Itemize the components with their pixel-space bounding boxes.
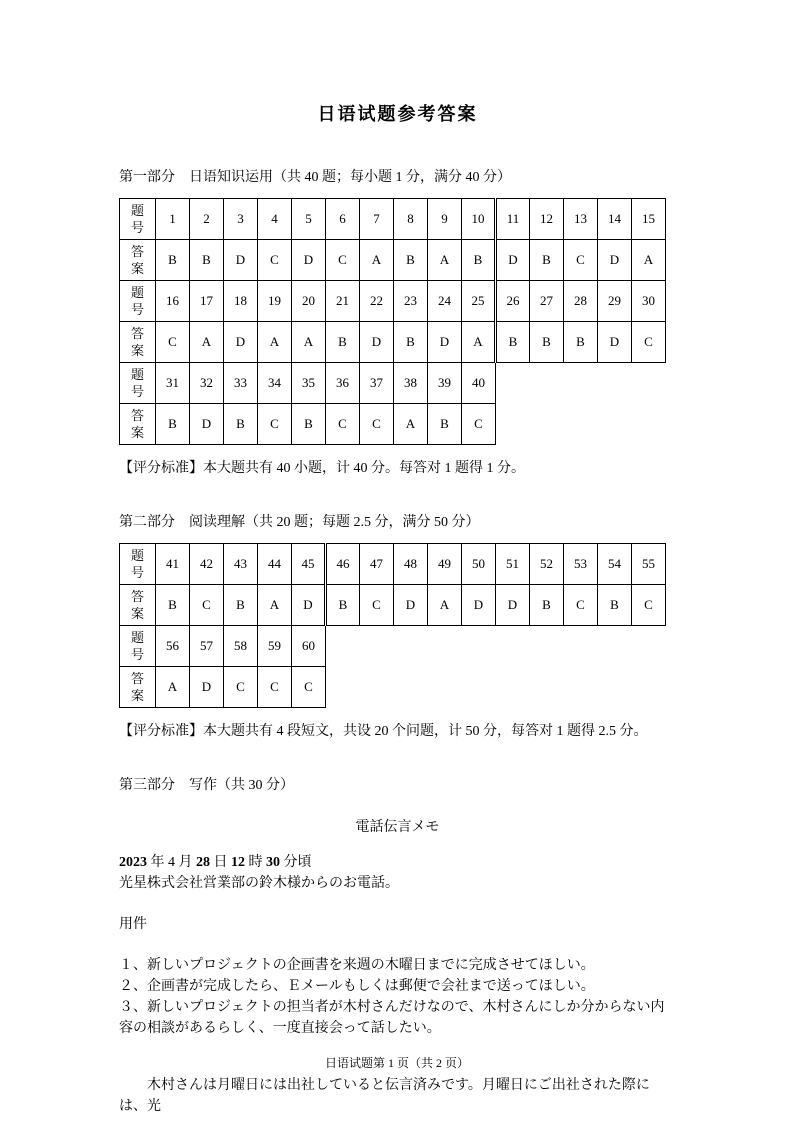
question-number-cell: 22 bbox=[360, 281, 394, 322]
question-number-cell: 18 bbox=[224, 281, 258, 322]
answer-row-label: 答案 bbox=[120, 585, 156, 626]
answer-cell: B bbox=[224, 404, 258, 445]
answer-cell: B bbox=[292, 404, 326, 445]
question-number-cell: 51 bbox=[496, 544, 530, 585]
page-footer: 日语试题第 1 页（共 2 页） bbox=[324, 1056, 469, 1070]
question-number-cell: 34 bbox=[258, 363, 292, 404]
answer-cell: C bbox=[224, 667, 258, 708]
answer-cell: A bbox=[428, 240, 462, 281]
answer-cell: C bbox=[292, 667, 326, 708]
question-number-cell: 48 bbox=[394, 544, 428, 585]
question-number-cell: 37 bbox=[360, 363, 394, 404]
question-number-cell: 49 bbox=[428, 544, 462, 585]
answer-cell: B bbox=[462, 240, 496, 281]
memo-item-2: ２、企画書が完成したら、Ｅメールもしくは郵便で会社まで送ってほしい。 bbox=[119, 979, 595, 994]
question-number-cell: 6 bbox=[326, 199, 360, 240]
answer-cell: C bbox=[326, 404, 360, 445]
question-number-cell: 50 bbox=[462, 544, 496, 585]
question-number-cell: 23 bbox=[394, 281, 428, 322]
answer-cell: D bbox=[394, 585, 428, 626]
question-number-cell: 35 bbox=[292, 363, 326, 404]
question-number-cell: 1 bbox=[156, 199, 190, 240]
question-number-cell: 45 bbox=[292, 544, 326, 585]
text-segment: 2023 bbox=[119, 855, 147, 870]
answer-cell: C bbox=[564, 240, 598, 281]
text-segment: 28 bbox=[196, 855, 210, 870]
answer-cell: B bbox=[496, 322, 530, 363]
question-number-cell: 20 bbox=[292, 281, 326, 322]
answer-cell: B bbox=[530, 585, 564, 626]
answer-cell: A bbox=[428, 585, 462, 626]
answer-cell: A bbox=[394, 404, 428, 445]
question-number-cell: 16 bbox=[156, 281, 190, 322]
question-number-cell: 17 bbox=[190, 281, 224, 322]
answer-cell: B bbox=[530, 322, 564, 363]
answer-cell: B bbox=[156, 585, 190, 626]
memo-item-3: ３、新しいプロジェクトの担当者が木村さんだけなので、木村さんにしか分からない内容の相談があるらしく、一度直接会って話したい。 bbox=[119, 1000, 665, 1036]
question-row-label: 题号 bbox=[120, 281, 156, 322]
question-number-cell: 13 bbox=[564, 199, 598, 240]
memo-caller: 光星株式会社営業部の鈴木様からのお電話。 bbox=[119, 876, 399, 891]
answer-cell: C bbox=[632, 322, 666, 363]
answer-row-label: 答案 bbox=[120, 322, 156, 363]
question-number-row bbox=[120, 199, 666, 240]
question-number-cell: 55 bbox=[632, 544, 666, 585]
memo-closing-paragraph: 木村さんは月曜日には出社していると伝言済みです。月曜日にご出社された際には、光 bbox=[119, 1078, 650, 1114]
answer-row bbox=[120, 667, 666, 708]
answer-cell: D bbox=[598, 322, 632, 363]
question-number-cell: 44 bbox=[258, 544, 292, 585]
question-number-cell: 10 bbox=[462, 199, 496, 240]
question-number-row bbox=[120, 626, 666, 667]
answer-row-label: 答案 bbox=[120, 404, 156, 445]
answer-row bbox=[120, 322, 666, 363]
answer-cell: C bbox=[360, 404, 394, 445]
answer-cell: B bbox=[394, 240, 428, 281]
answer-cell: C bbox=[462, 404, 496, 445]
text-segment: 年 4 月 bbox=[147, 855, 196, 870]
question-number-cell: 53 bbox=[564, 544, 598, 585]
answer-cell: D bbox=[462, 585, 496, 626]
question-number-cell: 59 bbox=[258, 626, 292, 667]
question-row-label: 题号 bbox=[120, 626, 156, 667]
answer-cell: D bbox=[224, 240, 258, 281]
memo-title: 電話伝言メモ bbox=[355, 820, 440, 835]
question-row-label: 题号 bbox=[120, 363, 156, 404]
question-number-cell: 27 bbox=[530, 281, 564, 322]
section2-grading-note: 【评分标准】本大题共有 4 段短文，共设 20 个问题，计 50 分，每答对 1 题得 2.5 分。 bbox=[119, 724, 648, 739]
answer-cell: D bbox=[190, 667, 224, 708]
section-part2 bbox=[119, 511, 676, 740]
question-number-cell: 41 bbox=[156, 544, 190, 585]
section-part1 bbox=[119, 166, 676, 477]
question-number-cell: 57 bbox=[190, 626, 224, 667]
question-number-cell: 38 bbox=[394, 363, 428, 404]
question-number-cell: 28 bbox=[564, 281, 598, 322]
question-number-cell: 36 bbox=[326, 363, 360, 404]
answer-row bbox=[120, 404, 666, 445]
answer-row bbox=[120, 585, 666, 626]
answer-cell: D bbox=[360, 322, 394, 363]
question-row-label: 题号 bbox=[120, 544, 156, 585]
answer-cell: D bbox=[598, 240, 632, 281]
question-number-cell: 60 bbox=[292, 626, 326, 667]
question-number-cell: 8 bbox=[394, 199, 428, 240]
question-number-cell: 32 bbox=[190, 363, 224, 404]
answer-cell: A bbox=[258, 322, 292, 363]
section1-grading-note: 【评分标准】本大题共有 40 小题，计 40 分。每答对 1 题得 1 分。 bbox=[119, 461, 525, 476]
question-number-cell: 47 bbox=[360, 544, 394, 585]
answer-row bbox=[120, 240, 666, 281]
memo-subject-label: 用件 bbox=[119, 917, 147, 932]
answer-cell: B bbox=[598, 585, 632, 626]
answer-cell: A bbox=[156, 667, 190, 708]
question-number-cell: 31 bbox=[156, 363, 190, 404]
answer-cell: D bbox=[224, 322, 258, 363]
answer-cell: B bbox=[564, 322, 598, 363]
answer-cell: D bbox=[496, 585, 530, 626]
question-number-row bbox=[120, 281, 666, 322]
answer-cell: C bbox=[258, 240, 292, 281]
question-number-cell: 33 bbox=[224, 363, 258, 404]
question-number-cell: 52 bbox=[530, 544, 564, 585]
question-number-cell: 4 bbox=[258, 199, 292, 240]
question-number-cell: 40 bbox=[462, 363, 496, 404]
answer-cell: C bbox=[326, 240, 360, 281]
question-number-cell: 19 bbox=[258, 281, 292, 322]
question-number-cell: 3 bbox=[224, 199, 258, 240]
answer-cell: A bbox=[292, 322, 326, 363]
answer-row-label: 答案 bbox=[120, 240, 156, 281]
answer-cell: D bbox=[496, 240, 530, 281]
memo-item-1: １、新しいプロジェクトの企画書を来週の木曜日までに完成させてほしい。 bbox=[119, 958, 595, 973]
question-number-cell: 7 bbox=[360, 199, 394, 240]
question-row-label: 题号 bbox=[120, 199, 156, 240]
question-number-cell: 56 bbox=[156, 626, 190, 667]
text-segment: 30 bbox=[266, 855, 280, 870]
answer-cell: A bbox=[462, 322, 496, 363]
answer-cell: D bbox=[190, 404, 224, 445]
answer-table-part2 bbox=[119, 543, 666, 708]
question-number-cell: 30 bbox=[632, 281, 666, 322]
question-number-cell: 46 bbox=[326, 544, 360, 585]
answer-table-part2-body bbox=[120, 544, 666, 708]
question-number-cell: 54 bbox=[598, 544, 632, 585]
answer-cell: B bbox=[156, 240, 190, 281]
question-number-row bbox=[120, 363, 666, 404]
question-number-cell: 15 bbox=[632, 199, 666, 240]
answer-table-part1-body bbox=[120, 199, 666, 445]
question-number-cell: 26 bbox=[496, 281, 530, 322]
question-number-cell: 39 bbox=[428, 363, 462, 404]
answer-cell: A bbox=[190, 322, 224, 363]
answer-cell: B bbox=[156, 404, 190, 445]
answer-cell: B bbox=[530, 240, 564, 281]
answer-cell: D bbox=[292, 585, 326, 626]
question-number-cell: 14 bbox=[598, 199, 632, 240]
answer-cell: B bbox=[326, 322, 360, 363]
question-number-cell: 12 bbox=[530, 199, 564, 240]
answer-cell: B bbox=[224, 585, 258, 626]
answer-row-label: 答案 bbox=[120, 667, 156, 708]
memo-datetime bbox=[119, 852, 676, 873]
question-number-cell: 43 bbox=[224, 544, 258, 585]
question-number-cell: 21 bbox=[326, 281, 360, 322]
answer-cell: C bbox=[258, 667, 292, 708]
answer-cell: C bbox=[564, 585, 598, 626]
answer-cell: C bbox=[632, 585, 666, 626]
memo-item-list bbox=[119, 955, 676, 1039]
answer-cell: B bbox=[394, 322, 428, 363]
answer-cell: D bbox=[428, 322, 462, 363]
question-number-cell: 9 bbox=[428, 199, 462, 240]
question-number-row bbox=[120, 544, 666, 585]
question-number-cell: 24 bbox=[428, 281, 462, 322]
answer-cell: C bbox=[360, 585, 394, 626]
section1-heading: 第一部分 日语知识运用（共 40 题；每小题 1 分，满分 40 分） bbox=[119, 170, 511, 185]
answer-cell: A bbox=[360, 240, 394, 281]
answer-cell: D bbox=[292, 240, 326, 281]
answer-cell: C bbox=[258, 404, 292, 445]
page-title: 日语试题参考答案 bbox=[317, 104, 478, 124]
question-number-cell: 2 bbox=[190, 199, 224, 240]
question-number-cell: 11 bbox=[496, 199, 530, 240]
answer-cell: A bbox=[632, 240, 666, 281]
answer-cell: A bbox=[258, 585, 292, 626]
text-segment: 12 bbox=[231, 855, 245, 870]
answer-cell: B bbox=[428, 404, 462, 445]
section3-heading: 第三部分 写作（共 30 分） bbox=[119, 778, 294, 793]
question-number-cell: 5 bbox=[292, 199, 326, 240]
answer-cell: C bbox=[190, 585, 224, 626]
answer-cell: B bbox=[190, 240, 224, 281]
answer-cell: B bbox=[326, 585, 360, 626]
answer-table-part1 bbox=[119, 198, 666, 445]
text-segment: 日 bbox=[210, 855, 231, 870]
question-number-cell: 42 bbox=[190, 544, 224, 585]
section2-heading: 第二部分 阅读理解（共 20 题；每题 2.5 分，满分 50 分） bbox=[119, 515, 480, 530]
text-segment: 時 bbox=[245, 855, 266, 870]
text-segment: 分頃 bbox=[280, 855, 312, 870]
question-number-cell: 25 bbox=[462, 281, 496, 322]
answer-cell: C bbox=[156, 322, 190, 363]
question-number-cell: 29 bbox=[598, 281, 632, 322]
question-number-cell: 58 bbox=[224, 626, 258, 667]
